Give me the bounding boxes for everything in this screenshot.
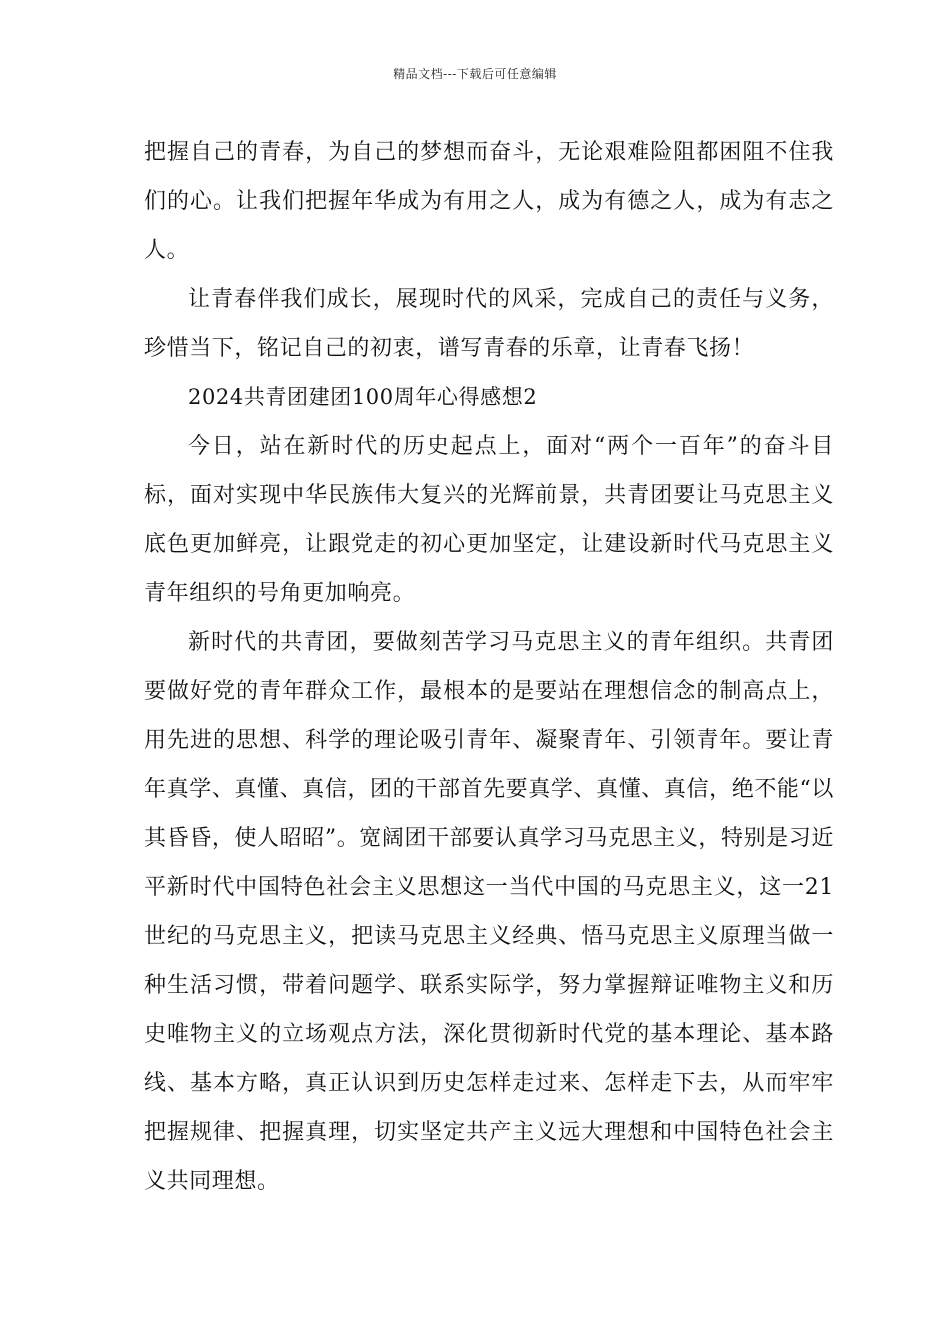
paragraph-youth: 让青春伴我们成长，展现时代的风采，完成自己的责任与义务，珍惜当下，铭记自己的初衷，谱写青春的乐章，让青春飞扬！: [144, 287, 834, 361]
document-body: [144, 128, 834, 1206]
paragraph-new-era: 今日，站在新时代的历史起点上，面对“两个一百年”的奋斗目标，面对实现中华民族伟大复兴的光辉前景，共青团要让马克思主义底色更加鲜亮，让跟党走的初心更加坚定，让建设新时代马克思主义青年组织的号角更加响亮。: [144, 434, 834, 606]
paragraph-continuation: 把握自己的青春，为自己的梦想而奋斗，无论艰难险阻都困阻不住我们的心。让我们把握年华成为有用之人，成为有德之人，成为有志之人。: [144, 140, 834, 263]
paragraph-marxism-study: 新时代的共青团，要做刻苦学习马克思主义的青年组织。共青团要做好党的青年群众工作，最根本的是要站在理想信念的制高点上，用先进的思想、科学的理论吸引青年、凝聚青年、引领青年。要让青年真学、真懂、真信，团的干部首先要真学、真懂、真信，绝不能“以其昏昏，使人昭昭”。宽阔团干部要认真学习马克思主义，特别是习近平新时代中国特色社会主义思想这一当代中国的马克思主义，这一21世纪的马克思主义，把读马克思主义经典、悟马克思主义原理当做一种生活习惯，带着问题学、联系实际学，努力掌握辩证唯物主义和历史唯物主义的立场观点方法，深化贯彻新时代党的基本理论、基本路线、基本方略，真正认识到历史怎样走过来、怎样走下去，从而牢牢把握规律、把握真理，切实坚定共产主义远大理想和中国特色社会主义共同理想。: [144, 630, 834, 1194]
section-heading: 2024共青团建团100周年心得感想2: [188, 385, 538, 409]
page-header: 精品文档---下载后可任意编辑: [393, 67, 557, 81]
